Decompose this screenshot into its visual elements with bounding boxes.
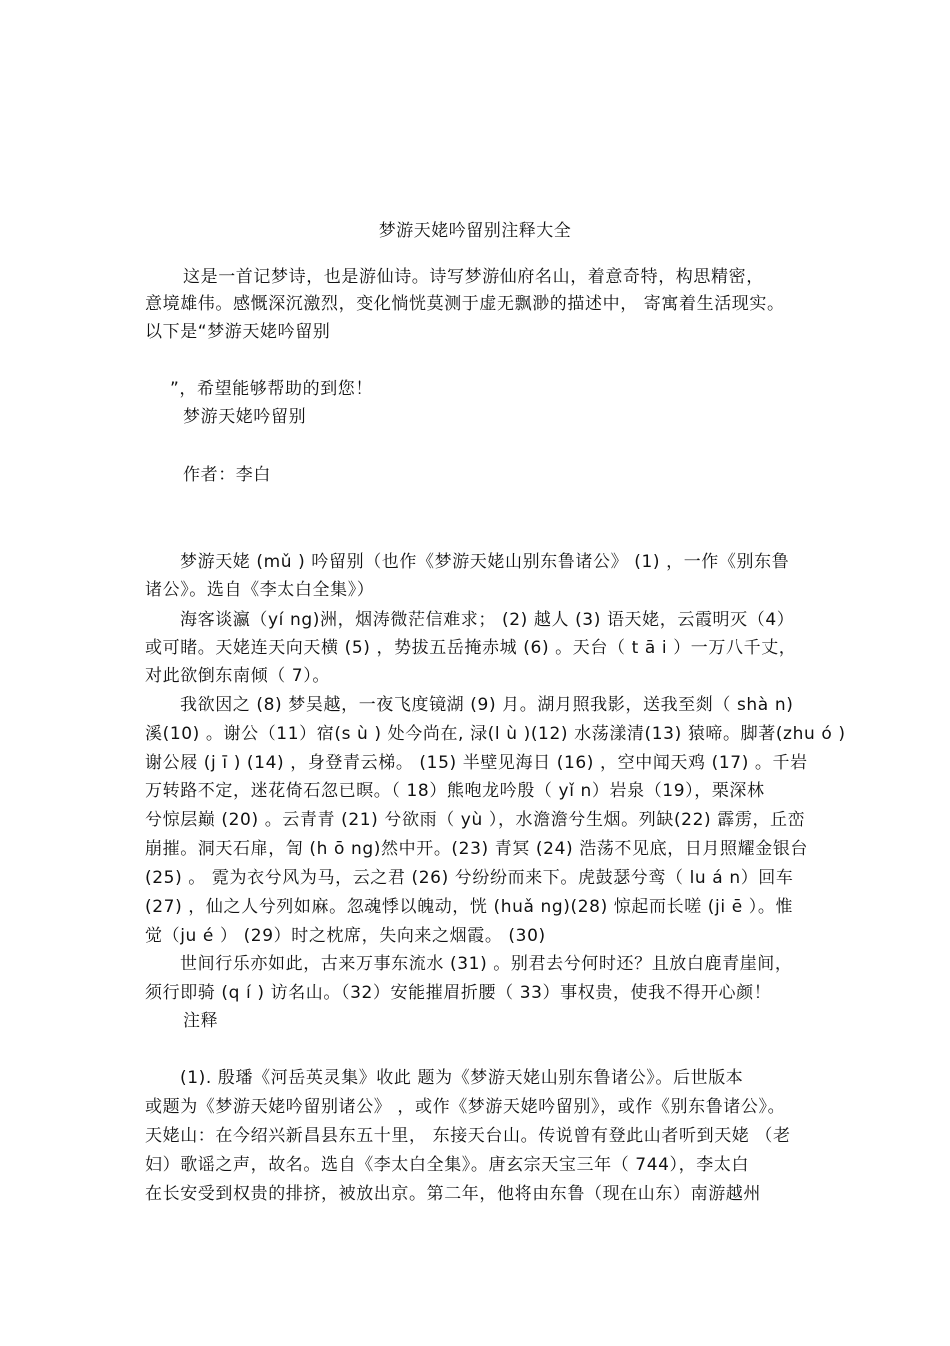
poem-title: 梦游天姥吟留别 [183, 407, 307, 427]
notes-heading: 注释 [183, 1011, 219, 1031]
poem-line: (25) 。 霓为衣兮风为马，云之君 (26) 兮纷纷而来下。虎鼓瑟兮鸾（ lu á n）回车 [145, 868, 794, 888]
poem-line: 溪(10) 。谢公（11）宿(s ù ) 处今尚在, 渌(l ù )(12) 水荡漾清(13) 猿啼。脚著(zhu ó ) [145, 724, 846, 744]
intro-line: 以下是“梦游天姥吟留别 [145, 322, 331, 342]
intro-line: 意境雄伟。感慨深沉激烈，变化惝恍莫测于虚无飘渺的描述中， 寄寓着生活现实。 [145, 294, 785, 314]
note-line: (1). 殷璠《河岳英灵集》收此 题为《梦游天姥山别东鲁诸公》。后世版本 [180, 1068, 744, 1088]
note-line: 或题为《梦游天姥吟留别诸公》 ，或作《梦游天姥吟留别》，或作《别东鲁诸公》。 [145, 1097, 786, 1117]
poem-line: 或可睹。天姥连天向天横 (5) ，势拔五岳掩赤城 (6) 。天台（ t ā i ）一万八千丈， [145, 638, 797, 658]
note-line: 天姥山：在今绍兴新昌县东五十里， 东接天台山。传说曾有登此山者听到天姥 （老 [145, 1126, 791, 1146]
intro-line: 这是一首记梦诗，也是游仙诗。诗写梦游仙府名山，着意奇特，构思精密， [183, 267, 764, 287]
document-title: 梦游天姥吟留别注释大全 [378, 221, 572, 241]
poem-line: 我欲因之 (8) 梦吴越，一夜飞度镜湖 (9) 月。湖月照我影，送我至剡（ shà n) [180, 695, 794, 715]
poem-line: 须行即骑 (q í ) 访名山。（32）安能摧眉折腰（ 33）事权贵，使我不得开心颜！ [145, 983, 772, 1003]
note-line: 妇）歌谣之声，故名。选自《李太白全集》。唐玄宗天宝三年（ 744），李太白 [145, 1155, 750, 1175]
poem-line: 海客谈瀛（yí ng)洲，烟涛微茫信难求； (2) 越人 (3) 语天姥，云霞明灭（4） [180, 610, 795, 630]
author-line: 作者：李白 [183, 465, 271, 485]
poem-line: (27) ，仙之人兮列如麻。忽魂悸以魄动，恍 (huǎ ng)(28) 惊起而长嗟 (ji ē ）。惟 [145, 897, 794, 917]
poem-line: 对此欲倒东南倾（ 7）。 [145, 666, 330, 686]
note-line: 在长安受到权贵的排挤，被放出京。第二年，他将由东鲁（现在山东）南游越州 [145, 1184, 761, 1204]
poem-line: 兮惊层巅 (20) 。云青青 (21) 兮欲雨（ yù ），水澹澹兮生烟。列缺(22) 霹雳，丘峦 [145, 810, 806, 830]
poem-line: 诸公》。选自《李太白全集》） [145, 580, 375, 600]
poem-line: 崩摧。洞天石扉，訇 (h ō ng)然中开。(23) 青冥 (24) 浩荡不见底，日月照耀金银台 [145, 839, 809, 859]
poem-line: 谢公屐 (j ī ) (14) ，身登青云梯。 (15) 半壁见海日 (16) ，空中闻天鸡 (17) 。千岩 [145, 753, 808, 773]
poem-line: 觉（ju é ） (29）时之枕席，失向来之烟霞。 (30) [145, 926, 546, 946]
poem-line: 梦游天姥 (mǔ ) 吟留别（也作《梦游天姥山别东鲁诸公》 (1) ，一作《别东鲁 [180, 552, 790, 572]
intro-line: ”，希望能够帮助的到您！ [170, 379, 374, 399]
poem-line: 万转路不定，迷花倚石忽已暝。（ 18）熊咆龙吟殷（ yǐ n）岩泉（19），栗深林 [145, 781, 765, 801]
poem-line: 世间行乐亦如此，古来万事东流水 (31) 。别君去兮何时还？且放白鹿青崖间， [180, 954, 793, 974]
